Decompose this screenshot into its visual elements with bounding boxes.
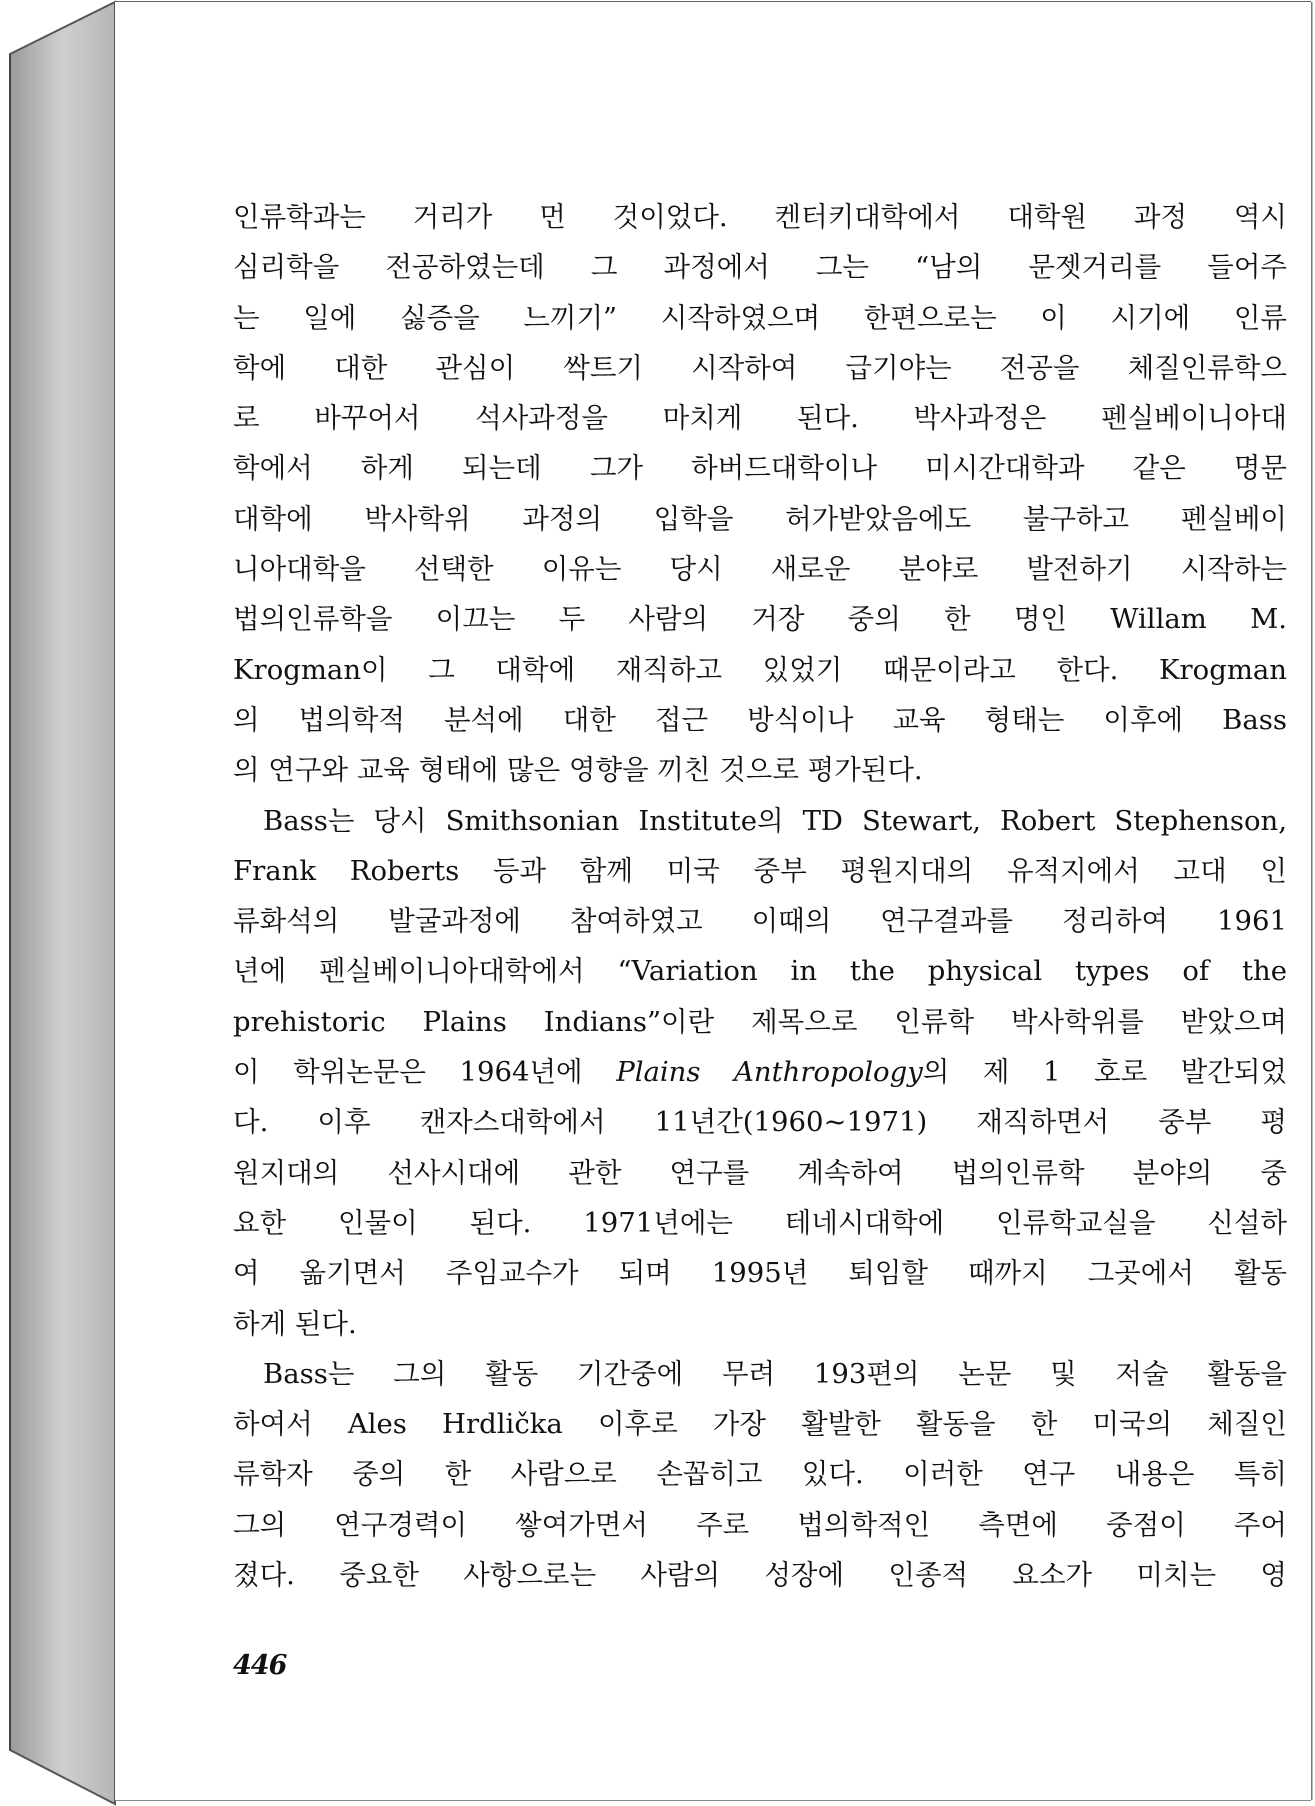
text-line: 요한 인물이 된다. 1971년에는 테네시대학에 인류학교실을 신설하 [233, 1206, 1287, 1239]
text-line: Bass는 그의 활동 기간중에 무려 193편의 논문 및 저술 활동을 [263, 1357, 1287, 1390]
text-line: Frank Roberts 등과 함께 미국 중부 평원지대의 유적지에서 고대 인 [233, 854, 1287, 887]
text-line: 인류학과는 거리가 먼 것이었다. 켄터키대학에서 대학원 과정 역시 [233, 201, 1287, 233]
text-line: 년에 펜실베이니아대학에서 “Variation in the physical types of the [233, 955, 1287, 988]
text-line: 류학자 중의 한 사람으로 손꼽히고 있다. 이러한 연구 내용은 특히 [233, 1458, 1287, 1491]
text-line: prehistoric Plains Indians”이란 제목으로 인류학 박사학위를 받았으며 [233, 1005, 1287, 1038]
text-line: 로 바꾸어서 석사과정을 마치게 된다. 박사과정은 펜실베이니아대 [233, 402, 1287, 435]
text-line: 다. 이후 캔자스대학에서 11년간(1960~1971) 재직하면서 중부 평 [233, 1106, 1287, 1139]
text-line: 그의 연구경력이 쌓여가면서 주로 법의학적인 측면에 중점이 주어 [233, 1508, 1287, 1541]
text-line: 하여서 Ales Hrdlička 이후로 가장 활발한 활동을 한 미국의 체질인 [233, 1408, 1287, 1441]
text-line: 학에 대한 관심이 싹트기 시작하여 급기야는 전공을 체질인류학으 [233, 351, 1287, 384]
body-text [233, 192, 1287, 1600]
text-segment: 이 학위논문은 1964년에 [233, 1056, 617, 1089]
text-line: 학에서 하게 되는데 그가 하버드대학이나 미시간대학과 같은 명문 [233, 452, 1287, 485]
text-line: 법의인류학을 이끄는 두 사람의 거장 중의 한 명인 Willam M. [233, 603, 1287, 636]
text-line: 여 옮기면서 주임교수가 되며 1995년 퇴임할 때까지 그곳에서 활동 [233, 1257, 1287, 1290]
text-line: 원지대의 선사시대에 관한 연구를 계속하여 법의인류학 분야의 중 [233, 1156, 1287, 1189]
text-line: 의 연구와 교육 형태에 많은 영향을 끼친 것으로 평가된다. [233, 754, 923, 787]
page-number: 446 [233, 1650, 287, 1681]
text-line: 는 일에 싫증을 느끼기” 시작하였으며 한편으로는 이 시기에 인류 [233, 301, 1287, 334]
text-line: 니아대학을 선택한 이유는 당시 새로운 분야로 발전하기 시작하는 [233, 553, 1287, 586]
book-spine [10, 2, 115, 1804]
text-line: Krogman이 그 대학에 재직하고 있었기 때문이라고 한다. Krogman [233, 653, 1287, 686]
text-line: 하게 된다. [233, 1307, 357, 1340]
text-line: Bass는 당시 Smithsonian Institute의 TD Stewart, Robert Stephenson, [263, 804, 1287, 837]
text-line: 심리학을 전공하였는데 그 과정에서 그는 “남의 문젯거리를 들어주 [233, 251, 1287, 284]
text-line: 의 법의학적 분석에 대한 접근 방식이나 교육 형태는 이후에 Bass [233, 703, 1287, 736]
text-line: 대학에 박사학위 과정의 입학을 허가받았음에도 불구하고 펜실베이 [233, 502, 1287, 535]
journal-title: Plains Anthropology [616, 1056, 923, 1089]
book-page [115, 2, 1311, 1800]
text-line: 졌다. 중요한 사항으로는 사람의 성장에 인종적 요소가 미치는 영 [233, 1559, 1287, 1592]
text-line [233, 1047, 1287, 1097]
text-segment: 의 제 1 호로 발간되었 [922, 1056, 1287, 1089]
text-line: 류화석의 발굴과정에 참여하였고 이때의 연구결과를 정리하여 1961 [233, 905, 1287, 938]
